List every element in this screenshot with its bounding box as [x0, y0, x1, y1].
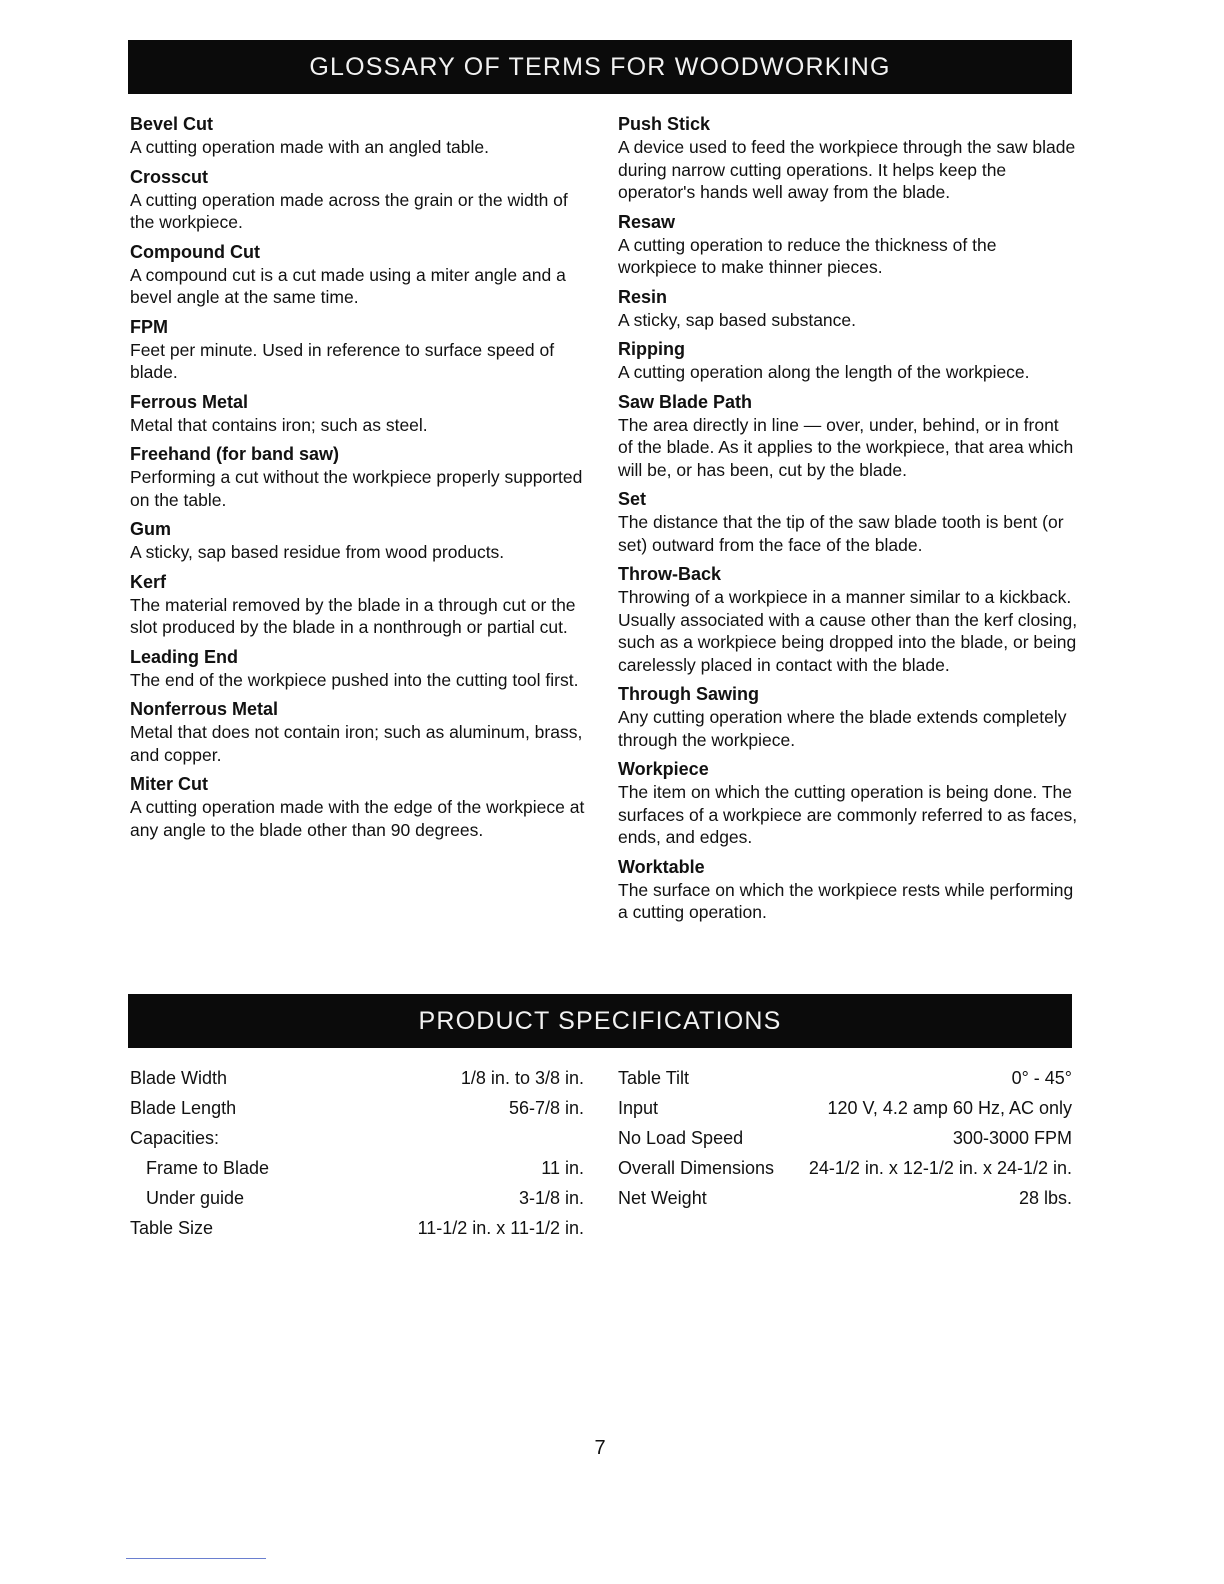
spec-label: Input	[618, 1097, 659, 1118]
spec-row	[130, 1093, 584, 1123]
glossary-definition: A cutting operation to reduce the thickness of the workpiece to make thinner pieces.	[618, 234, 997, 277]
glossary-entry	[618, 855, 1078, 924]
specifications-right-table	[618, 1063, 1072, 1213]
glossary-term: Set	[618, 489, 647, 509]
glossary-definition: Feet per minute. Used in reference to surface speed of blade.	[130, 339, 555, 382]
glossary-entry	[618, 757, 1078, 849]
spec-row	[130, 1213, 584, 1243]
glossary-right-column	[618, 112, 1078, 930]
glossary-term: Compound Cut	[130, 241, 260, 262]
glossary-term: Nonferrous Metal	[130, 699, 279, 719]
spec-label: Net Weight	[618, 1187, 707, 1208]
glossary-entry	[618, 285, 1078, 332]
glossary-term: Gum	[130, 519, 172, 539]
spec-row	[130, 1123, 584, 1153]
glossary-term: Ferrous Metal	[130, 391, 249, 412]
spec-row	[618, 1063, 1072, 1093]
spec-label: Table Size	[130, 1217, 214, 1238]
glossary-entry	[618, 390, 1078, 482]
spec-label: Blade Length	[130, 1097, 237, 1118]
glossary-entry	[618, 210, 1078, 279]
spec-value: 56-7/8 in.	[508, 1097, 584, 1118]
glossary-definition: Performing a cut without the workpiece properly supported on the table.	[130, 467, 583, 510]
spec-value: 3-1/8 in.	[518, 1187, 584, 1208]
glossary-definition: The surface on which the workpiece rests while performing a cutting operation.	[618, 879, 1074, 922]
glossary-term: FPM	[130, 316, 168, 337]
glossary-definition: Metal that contains iron; such as steel.	[130, 414, 428, 435]
spec-label: Table Tilt	[618, 1067, 690, 1088]
glossary-term: Through Sawing	[618, 684, 759, 704]
glossary-entry	[130, 645, 590, 692]
spec-value: 11-1/2 in. x 11-1/2 in.	[417, 1217, 584, 1238]
glossary-entry	[130, 517, 590, 564]
spec-row	[618, 1093, 1072, 1123]
spec-label: Blade Width	[130, 1067, 228, 1088]
glossary-definition: A cutting operation made with the edge of the workpiece at any angle to the blade other than 90 degrees.	[130, 797, 585, 840]
glossary-entry	[618, 487, 1078, 556]
glossary-term: Leading End	[130, 646, 238, 667]
glossary-term: Workpiece	[618, 759, 709, 779]
glossary-definition: The item on which the cutting operation is being done. The surfaces of a workpiece are commonly referred to as faces, ends, and edges.	[618, 782, 1078, 847]
glossary-definition: A sticky, sap based substance.	[618, 309, 857, 330]
glossary-definition: A cutting operation along the length of the workpiece.	[618, 362, 1030, 382]
page-number: 7	[594, 1437, 606, 1459]
glossary-term: Kerf	[130, 571, 167, 592]
spec-value: 1/8 in. to 3/8 in.	[460, 1067, 584, 1088]
glossary-entry	[618, 337, 1078, 384]
glossary-left-column	[130, 112, 590, 847]
spec-row	[618, 1183, 1072, 1213]
glossary-term: Crosscut	[130, 166, 209, 187]
glossary-term: Throw-Back	[618, 564, 722, 584]
glossary-entry	[130, 390, 590, 437]
glossary-definition: Throwing of a workpiece in a manner similar to a kickback. Usually associated with a cause other than the kerf closing, such as a workpiece being dropped into the blade, or being carelessly placed in contact with the blade.	[618, 587, 1078, 675]
glossary-entry	[618, 682, 1078, 751]
glossary-definition: A cutting operation made with an angled table.	[130, 137, 489, 157]
glossary-term: Resaw	[618, 211, 676, 232]
glossary-term: Freehand (for band saw)	[130, 444, 340, 464]
spec-value: 11 in.	[541, 1157, 584, 1178]
glossary-definition: A sticky, sap based residue from wood products.	[130, 542, 505, 562]
glossary-title: GLOSSARY OF TERMS FOR WOODWORKING	[309, 52, 891, 81]
glossary-entry	[130, 772, 590, 841]
glossary-entry	[130, 112, 590, 159]
spec-value: 300-3000 FPM	[952, 1127, 1072, 1148]
glossary-definition: The area directly in line — over, under, behind, or in front of the blade. As it applies to the workpiece, that area which will be, or has been, cut by the blade.	[618, 414, 1074, 480]
spec-row	[618, 1123, 1072, 1153]
glossary-entry	[130, 240, 590, 309]
spec-label: Frame to Blade	[146, 1157, 270, 1178]
glossary-term: Worktable	[618, 856, 705, 877]
spec-label: No Load Speed	[618, 1127, 744, 1148]
spec-label: Capacities:	[130, 1127, 220, 1148]
spec-row	[618, 1153, 1072, 1183]
glossary-term: Saw Blade Path	[618, 391, 753, 412]
glossary-term: Resin	[618, 286, 668, 307]
glossary-definition: The material removed by the blade in a through cut or the slot produced by the blade in a nonthrough or partial cut.	[130, 594, 576, 637]
spec-value: 28 lbs.	[1018, 1187, 1072, 1208]
glossary-definition: The distance that the tip of the saw blade tooth is bent (or set) outward from the face of the blade.	[618, 512, 1064, 555]
glossary-entry	[130, 442, 590, 511]
glossary-entry	[130, 697, 590, 766]
glossary-entry	[130, 570, 590, 639]
glossary-entry	[130, 315, 590, 384]
glossary-definition: A device used to feed the workpiece through the saw blade during narrow cutting operations. It helps keep the operator's hands well away from the blade.	[618, 137, 1076, 202]
glossary-term: Push Stick	[618, 114, 711, 134]
spec-row	[130, 1153, 584, 1183]
spec-label: Under guide	[146, 1187, 245, 1208]
glossary-entry	[618, 562, 1078, 676]
spec-row	[130, 1063, 584, 1093]
spec-row	[130, 1183, 584, 1213]
glossary-definition: The end of the workpiece pushed into the cutting tool first.	[130, 669, 579, 690]
spec-value: 120 V, 4.2 amp 60 Hz, AC only	[827, 1097, 1072, 1118]
specifications-header	[128, 994, 1072, 1048]
specifications-title: PRODUCT SPECIFICATIONS	[418, 1006, 782, 1035]
glossary-definition: Any cutting operation where the blade extends completely through the workpiece.	[618, 707, 1067, 750]
specifications-left-table	[130, 1063, 584, 1243]
glossary-term: Miter Cut	[130, 774, 208, 794]
glossary-entry	[618, 112, 1078, 204]
glossary-term: Ripping	[618, 339, 685, 359]
spec-value: 24-1/2 in. x 12-1/2 in. x 24-1/2 in.	[808, 1157, 1072, 1178]
spec-value	[337, 1123, 584, 1153]
glossary-definition: Metal that does not contain iron; such as aluminum, brass, and copper.	[130, 722, 583, 765]
glossary-term: Bevel Cut	[130, 114, 214, 134]
glossary-definition: A cutting operation made across the grain or the width of the workpiece.	[130, 189, 568, 232]
spec-value: 0° - 45°	[1011, 1067, 1072, 1088]
spec-label: Overall Dimensions	[618, 1157, 775, 1178]
glossary-entry	[130, 165, 590, 234]
glossary-definition: A compound cut is a cut made using a miter angle and a bevel angle at the same time.	[130, 264, 566, 307]
glossary-header	[128, 40, 1072, 94]
footer-divider	[126, 1558, 266, 1559]
